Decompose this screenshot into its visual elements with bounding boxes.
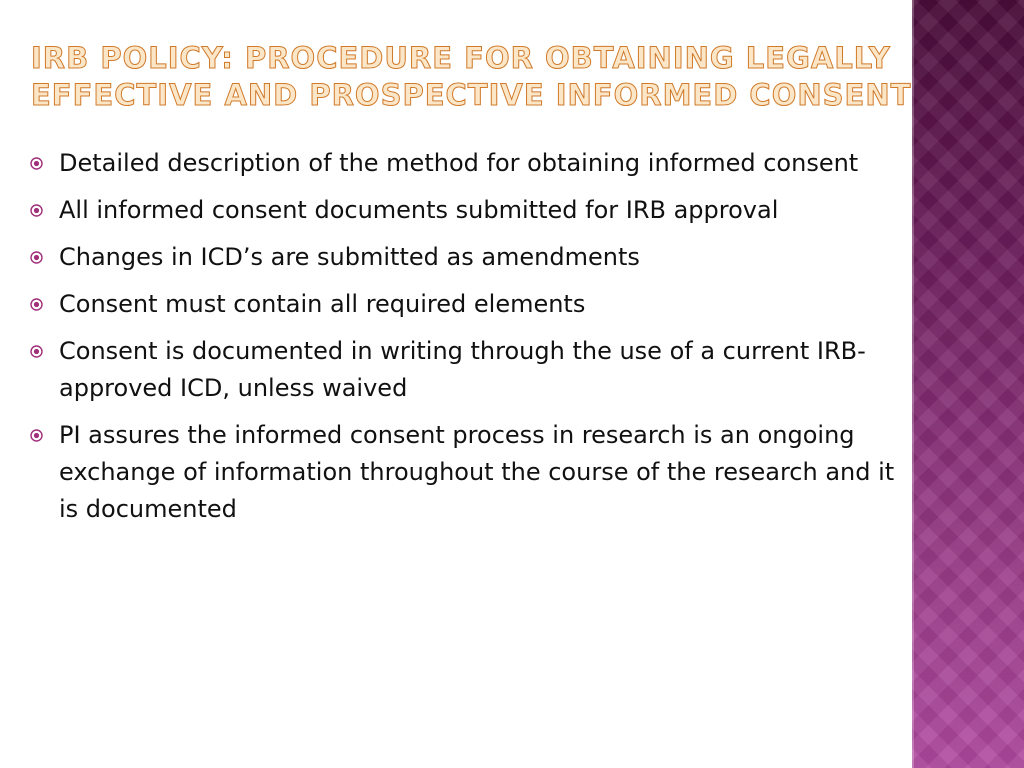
list-item — [30, 239, 900, 276]
circled-dot-icon — [30, 429, 43, 442]
slide-title — [31, 40, 912, 114]
slide-title-line-1: IRB POLICY: PROCEDURE FOR OBTAINING LEGALLY — [31, 41, 891, 75]
circled-dot-icon — [30, 251, 43, 264]
slide-title-line-2: EFFECTIVE AND PROSPECTIVE INFORMED CONSENT — [31, 78, 912, 112]
bullet-text: PI assures the informed consent process in research is an ongoing exchange of information throughout the course of the research and it is documented — [59, 421, 895, 523]
list-item — [30, 145, 900, 182]
circled-dot-icon — [30, 204, 43, 217]
bullet-text: All informed consent documents submitted for IRB approval — [59, 196, 779, 224]
bullet-text: Changes in ICD’s are submitted as amendments — [59, 243, 640, 271]
bullet-text: Consent must contain all required elements — [59, 290, 586, 318]
list-item — [30, 286, 900, 323]
bullet-text: Consent is documented in writing through the use of a current IRB-approved ICD, unless waived — [59, 337, 866, 402]
list-item — [30, 333, 900, 407]
bullet-list — [30, 145, 900, 538]
circled-dot-icon — [30, 157, 43, 170]
bullet-text: Detailed description of the method for obtaining informed consent — [59, 149, 859, 177]
circled-dot-icon — [30, 298, 43, 311]
list-item — [30, 417, 900, 528]
circled-dot-icon — [30, 345, 43, 358]
list-item — [30, 192, 900, 229]
decorative-side-band — [912, 0, 1024, 768]
